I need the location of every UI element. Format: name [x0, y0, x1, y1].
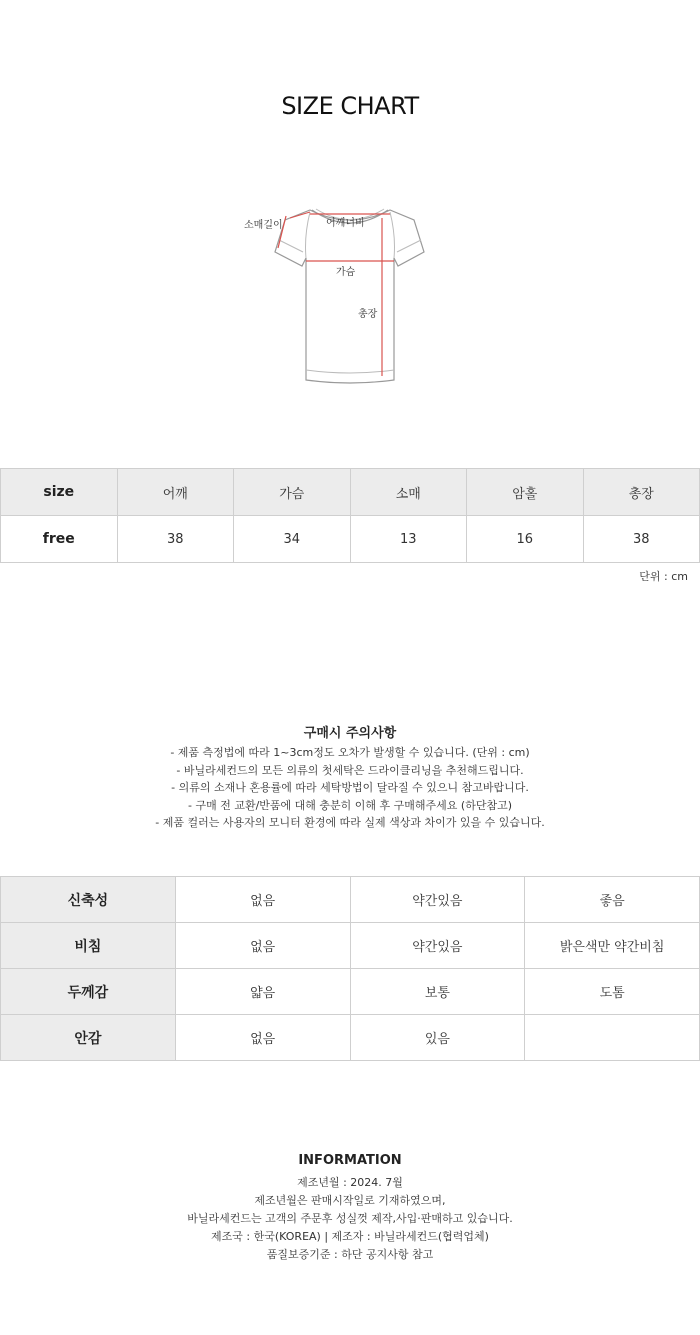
fabric-cell: 약간있음 [350, 877, 525, 923]
tshirt-outline [275, 210, 424, 383]
fabric-cell: 도톰 [525, 969, 700, 1015]
size-cell: 38 [117, 516, 234, 563]
information-line: 제조년월 : 2024. 7월 [297, 1176, 403, 1189]
notice-item: - 바닐라세컨드의 모든 의류의 첫세탁은 드라이클리닝을 추천해드립니다. [176, 763, 524, 777]
tshirt-armhole-left [306, 212, 311, 258]
information-title: INFORMATION [298, 1153, 402, 1168]
size-header-cell: 암홀 [467, 469, 584, 516]
sleeve-measure-line-2 [290, 212, 310, 218]
information-line: 제조국 : 한국(KOREA) | 제조자 : 바닐라세컨드(협력업체) [211, 1230, 489, 1243]
size-header-cell: 가슴 [234, 469, 351, 516]
size-table [0, 468, 700, 563]
fabric-row-label: 두께감 [1, 969, 176, 1015]
size-cell: free [1, 516, 118, 563]
fabric-cell: 얇음 [175, 969, 350, 1015]
diagram-label-shoulder: 어깨너비 [326, 218, 365, 229]
size-unit-note: 단위 : cm [639, 570, 688, 583]
fabric-cell: 약간있음 [350, 923, 525, 969]
notice-list [0, 744, 700, 832]
size-cell: 34 [234, 516, 351, 563]
diagram-label-chest: 가슴 [336, 267, 356, 278]
notice-title: 구매시 주의사항 [303, 726, 397, 741]
fabric-cell: 없음 [175, 1015, 350, 1061]
fabric-cell: 없음 [175, 923, 350, 969]
fabric-row-label: 비침 [1, 923, 176, 969]
tshirt-sleeve-hem-left [279, 240, 303, 252]
information-list [0, 1174, 700, 1264]
notice-item: - 제품 컬러는 사용자의 모니터 환경에 따라 실제 색상과 차이가 있을 수 있습니다. [155, 816, 545, 829]
tshirt-armhole-right [390, 212, 395, 258]
notice-item: - 구매 전 교환/반품에 대해 충분히 이해 후 구매해주세요 (하단참고) [187, 798, 512, 812]
diagram-label-sleeve: 소매길이 [244, 220, 283, 231]
diagram-label-length: 총장 [358, 309, 378, 320]
fabric-cell: 없음 [175, 877, 350, 923]
size-header-cell: 총장 [583, 469, 700, 516]
fabric-cell: 보통 [350, 969, 525, 1015]
fabric-row-label: 신축성 [1, 877, 176, 923]
fabric-cell [525, 1015, 700, 1061]
tshirt-hem [306, 370, 394, 373]
fabric-table [0, 876, 700, 1061]
information-line: 제조년월은 판매시작일로 기재하였으며, [254, 1194, 446, 1207]
fabric-row-lining [1, 1015, 700, 1061]
notice-item: - 제품 측정법에 따라 1~3cm정도 오차가 발생할 수 있습니다. (단위 : cm) [170, 746, 530, 759]
fabric-row-label: 안감 [1, 1015, 176, 1061]
fabric-row-sheerness [1, 923, 700, 969]
size-cell: 13 [350, 516, 467, 563]
fabric-cell: 밝은색만 약간비침 [525, 923, 700, 969]
size-chart-title: SIZE CHART [281, 92, 419, 120]
information-line: 품질보증기준 : 하단 공지사항 참고 [266, 1248, 434, 1261]
fabric-cell: 좋음 [525, 877, 700, 923]
size-header-cell: 소매 [350, 469, 467, 516]
size-table-row [1, 516, 700, 563]
size-table-header-row [1, 469, 700, 516]
size-cell: 38 [583, 516, 700, 563]
notice-item: - 의류의 소재나 혼용률에 따라 세탁방법이 달라질 수 있으니 참고바랍니다. [171, 781, 529, 794]
fabric-row-stretch [1, 877, 700, 923]
size-header-cell: 어깨 [117, 469, 234, 516]
tshirt-measurement-diagram [230, 190, 470, 400]
fabric-row-thickness [1, 969, 700, 1015]
size-header-cell: size [1, 469, 118, 516]
size-cell: 16 [467, 516, 584, 563]
fabric-cell: 있음 [350, 1015, 525, 1061]
tshirt-sleeve-hem-right [397, 240, 421, 252]
information-line: 바닐라세컨드는 고객의 주문후 성실껏 제작,사입·판매하고 있습니다. [187, 1212, 513, 1225]
